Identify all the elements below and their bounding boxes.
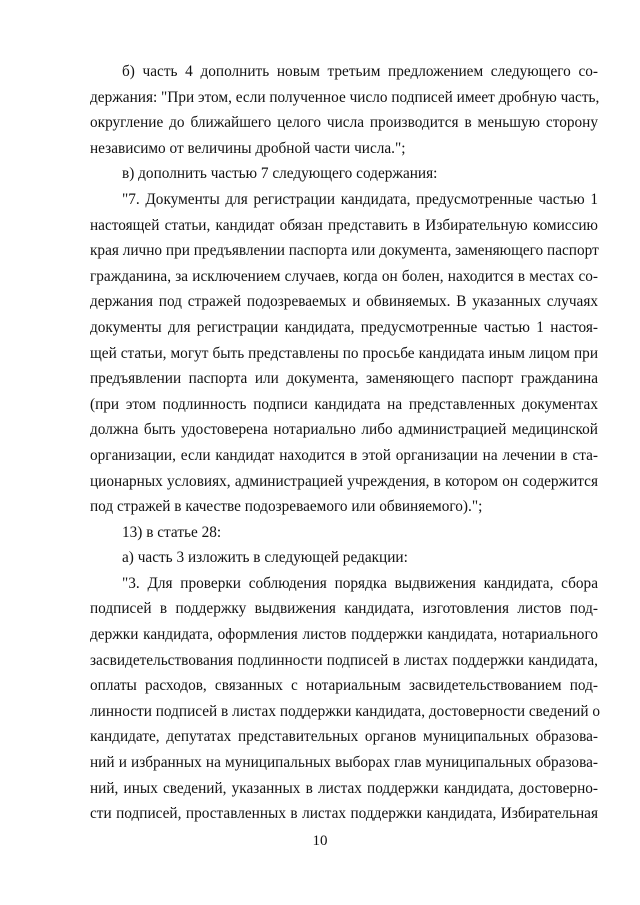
document-body (90, 59, 598, 827)
text-line: ционарных условиях, администрацией учреждения, в котором он содержится (90, 472, 598, 490)
text-line: (при этом подлинность подписи кандидата на представленных документах (90, 395, 598, 413)
text-line: ний, иных сведений, указанных в листах поддержки кандидата, достоверно- (90, 779, 598, 797)
text-line: а) часть 3 изложить в следующей редакции: (122, 549, 408, 567)
text-line: в) дополнить частью 7 следующего содержания: (122, 165, 438, 183)
page-number: 10 (312, 833, 328, 849)
text-line: кандидате, депутатах представительных органов муниципальных образова- (90, 728, 598, 746)
text-line: щей статьи, могут быть представлены по просьбе кандидата иным лицом при (90, 344, 598, 362)
text-line: независимо от величины дробной части числа."; (90, 139, 406, 157)
text-line: линности подписей в листах поддержки кандидата, достоверности сведений о (90, 702, 600, 720)
text-line: округление до ближайшего целого числа производится в меньшую сторону (90, 114, 598, 132)
text-line: сти подписей, проставленных в листах поддержки кандидата, Избирательная (90, 805, 598, 823)
text-line: б) часть 4 дополнить новым третьим предложением следующего со- (122, 63, 598, 80)
text-line: под стражей в качестве подозреваемого или обвиняемого)."; (90, 498, 483, 516)
text-line: подписей в поддержку выдвижения кандидата, изготовления листов под- (90, 600, 598, 618)
text-line: держки кандидата, оформления листов поддержки кандидата, нотариального (90, 626, 598, 644)
text-line: засвидетельствования подлинности подписей в листах поддержки кандидата, (90, 651, 598, 669)
text-line: держания: "При этом, если полученное число подписей имеет дробную часть, (90, 88, 600, 106)
text-line: "7. Документы для регистрации кандидата, предусмотренные частью 1 (122, 190, 598, 208)
text-line: "3. Для проверки соблюдения порядка выдвижения кандидата, сбора (122, 574, 598, 592)
text-line: оплаты расходов, связанных с нотариальным засвидетельствованием под- (90, 677, 598, 695)
text-line: края лично при предъявлении паспорта или документа, заменяющего паспорт (90, 242, 599, 260)
text-line: предъявлении паспорта или документа, заменяющего паспорт гражданина (90, 370, 598, 388)
text-line: держания под стражей подозреваемых и обвиняемых. В указанных случаях (90, 293, 598, 311)
text-line: гражданина, за исключением случаев, когда он болен, находится в местах со- (90, 267, 598, 285)
text-line: организации, если кандидат находится в этой организации на лечении в ста- (90, 446, 598, 464)
text-line: документы для регистрации кандидата, предусмотренные частью 1 настоя- (90, 318, 598, 336)
text-line: должна быть удостоверена нотариально либо администрацией медицинской (90, 421, 598, 439)
text-line: 13) в статье 28: (122, 523, 222, 541)
text-line: настоящей статьи, кандидат обязан представить в Избирательную комиссию (90, 216, 598, 234)
text-line: ний и избранных на муниципальных выборах глав муниципальных образова- (90, 754, 598, 772)
